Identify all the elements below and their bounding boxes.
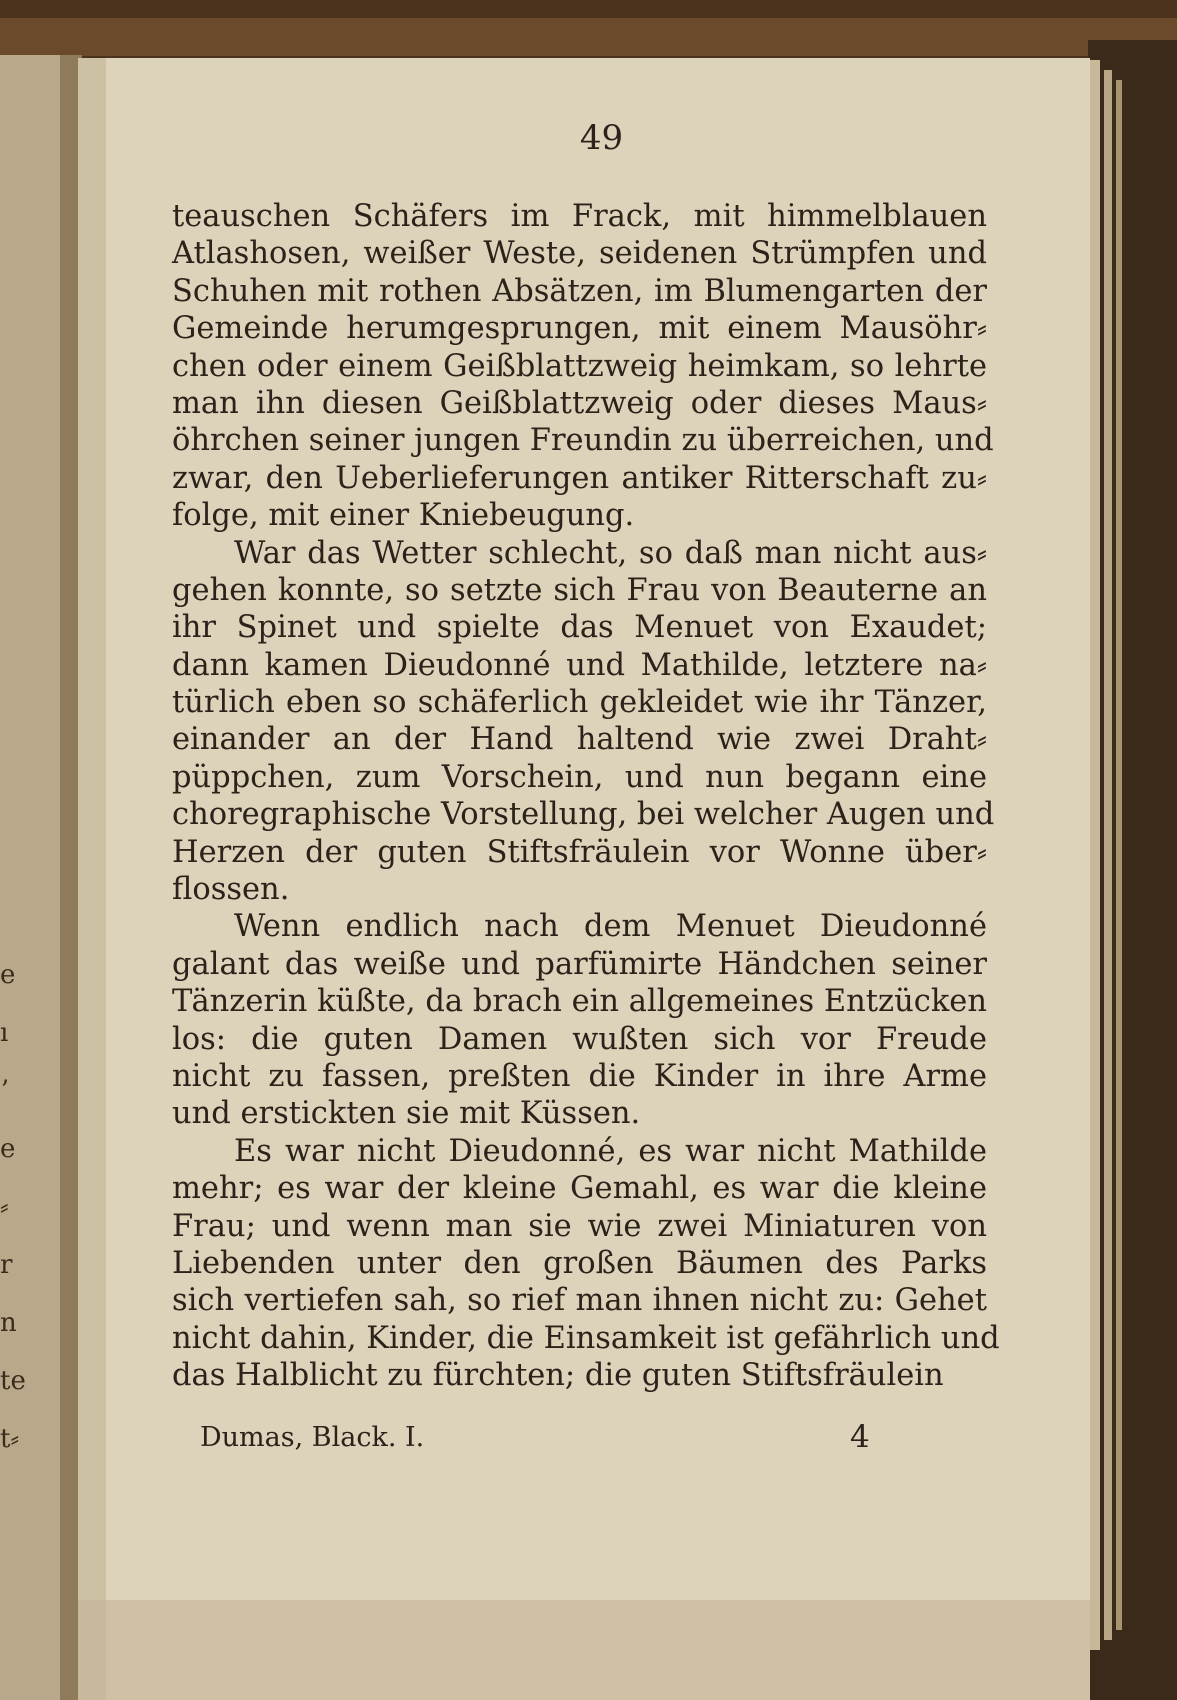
strip-fragment: ⸗ <box>0 1192 9 1222</box>
strip-fragment: t⸗ <box>0 1424 20 1454</box>
text-line: türlich eben so schäferlich gekleidet wie ihr Tänzer, <box>172 685 987 721</box>
footer-sheet-number: 4 <box>850 1419 870 1455</box>
text-line: sich vertiefen sah, so rief man ihnen nicht zu: Gehet <box>172 1283 987 1319</box>
text-line: galant das weiße und parfümirte Händchen seiner <box>172 946 987 982</box>
text-line: Herzen der guten Stiftsfräulein vor Wonne über⸗ <box>172 834 987 870</box>
text-line: einander an der Hand haltend wie zwei Draht⸗ <box>172 722 987 758</box>
text-line: Liebenden unter den großen Bäumen des Parks <box>172 1245 987 1281</box>
body-text <box>172 198 1000 1395</box>
text-line: Gemeinde herumgesprungen, mit einem Mausöhr⸗ <box>172 311 987 347</box>
text-line: man ihn diesen Geißblattzweig oder dieses Maus⸗ <box>172 385 987 421</box>
text-line: öhrchen seiner jungen Freundin zu überreichen, und <box>172 423 994 459</box>
text-line: Es war nicht Dieudonné, es war nicht Mathilde <box>234 1133 987 1169</box>
text-line: choregraphische Vorstellung, bei welcher Augen und <box>172 797 995 833</box>
text-line: gehen konnte, so setzte sich Frau von Beauterne an <box>172 572 987 608</box>
text-line: los: die guten Damen wußten sich vor Freude <box>172 1021 987 1057</box>
text-line: nicht zu fassen, preßten die Kinder in ihre Arme <box>172 1058 987 1094</box>
strip-fragment: ʼ <box>0 1076 9 1106</box>
strip-fragment: r <box>0 1250 13 1280</box>
text-line: Frau; und wenn man sie wie zwei Miniaturen von <box>172 1208 987 1244</box>
text-line: mehr; es war der kleine Gemahl, es war die kleine <box>172 1171 987 1207</box>
text-line: Tänzerin küßte, da brach ein allgemeines Entzücken <box>172 984 987 1020</box>
strip-fragment: e <box>0 960 16 990</box>
text-line: nicht dahin, Kinder, die Einsamkeit ist gefährlich und <box>172 1320 1000 1356</box>
text-line: folge, mit einer Kniebeugung. <box>172 498 635 534</box>
text-line: dann kamen Dieudonné und Mathilde, letztere na⸗ <box>172 647 987 683</box>
footer-signature: Dumas, Black. I. <box>200 1422 425 1453</box>
text-line: zwar, den Ueberlieferungen antiker Ritterschaft zu⸗ <box>172 460 987 496</box>
text-line: püppchen, zum Vorschein, und nun begann eine <box>172 759 987 795</box>
text-line: chen oder einem Geißblattzweig heimkam, so lehrte <box>172 348 987 384</box>
left-page-fragments <box>0 960 28 1454</box>
strip-fragment: ı <box>0 1018 9 1048</box>
strip-fragment: e <box>0 1134 16 1164</box>
text-line: und erstickten sie mit Küssen. <box>172 1096 641 1132</box>
text-line: Atlashosen, weißer Weste, seidenen Strümpfen und <box>172 236 987 272</box>
text-line: ihr Spinet und spielte das Menuet von Exaudet; <box>172 610 987 646</box>
text-line: Schuhen mit rothen Absätzen, im Blumengarten der <box>172 273 987 309</box>
page-number: 49 <box>579 118 624 158</box>
page-stack-edge <box>1088 40 1177 1700</box>
strip-fragment: n <box>0 1308 17 1338</box>
text-line: flossen. <box>172 872 290 908</box>
text-line: das Halblicht zu fürchten; die guten Stiftsfräulein <box>172 1358 944 1394</box>
strip-fragment: te <box>0 1366 26 1396</box>
text-line: War das Wetter schlecht, so daß man nicht aus⸗ <box>234 535 987 571</box>
text-line: teauschen Schäfers im Frack, mit himmelblauen <box>172 199 987 234</box>
text-line: Wenn endlich nach dem Menuet Dieudonné <box>234 909 987 945</box>
